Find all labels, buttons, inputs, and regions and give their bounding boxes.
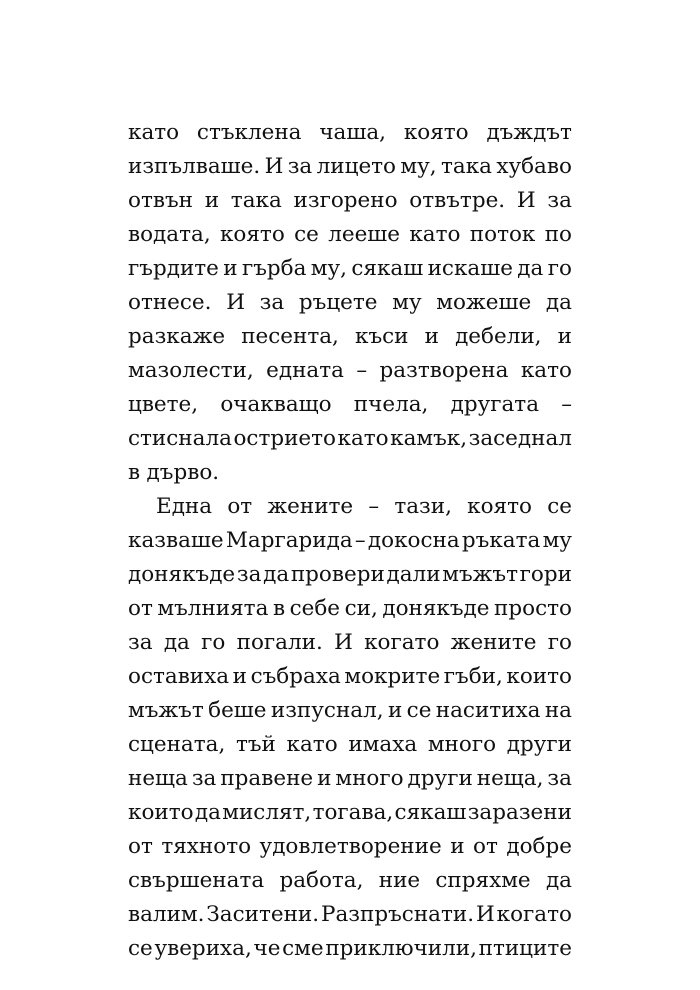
- word: от: [128, 596, 153, 621]
- word: по: [544, 222, 572, 247]
- word: изгорено: [293, 188, 398, 213]
- word: донякъде: [382, 596, 490, 621]
- word: да: [545, 290, 572, 315]
- word: тъй: [235, 732, 276, 757]
- word: очакващо: [220, 392, 332, 417]
- word: ръцете: [298, 290, 378, 315]
- word: удовлетворение: [259, 834, 442, 859]
- word: като: [409, 222, 461, 247]
- word: лееше: [328, 222, 401, 247]
- word: тяхното: [161, 834, 252, 859]
- word: да: [517, 256, 544, 281]
- word: жените: [267, 494, 354, 519]
- word: Заситени.: [206, 902, 320, 927]
- word: се: [294, 222, 319, 247]
- word: поток: [469, 222, 536, 247]
- text-line: [128, 592, 572, 626]
- word: че: [253, 936, 281, 961]
- word: други: [506, 732, 572, 757]
- word: отвън: [128, 188, 193, 213]
- word: наситиха: [435, 698, 541, 723]
- word: неща,: [476, 766, 544, 791]
- word: мислят,: [222, 800, 312, 825]
- word: сцената,: [128, 732, 226, 757]
- word: камък,: [390, 426, 468, 451]
- word: да: [263, 562, 290, 587]
- word: се: [128, 936, 153, 961]
- word: отвътре.: [409, 188, 506, 213]
- text-line: [128, 830, 572, 864]
- word: дърво.: [146, 460, 220, 485]
- word: му: [392, 290, 422, 315]
- word: донякъде: [128, 562, 236, 587]
- word: И: [264, 154, 284, 179]
- word: –: [356, 358, 368, 383]
- word: така: [230, 188, 282, 213]
- word: казваше: [128, 528, 224, 553]
- word: тази,: [394, 494, 452, 519]
- text-line: [128, 864, 572, 898]
- word: която: [467, 494, 532, 519]
- word: му,: [310, 256, 348, 281]
- word: искаше: [427, 256, 513, 281]
- word: сякаш: [394, 800, 467, 825]
- word: И: [226, 290, 245, 315]
- text-line: [128, 694, 572, 728]
- word: и: [317, 766, 332, 791]
- word: И: [475, 902, 495, 927]
- word: ние: [378, 868, 421, 893]
- word: жените: [450, 630, 537, 655]
- text-line: [128, 456, 572, 490]
- word: –: [354, 528, 366, 553]
- word: дебели,: [455, 324, 542, 349]
- word: разтворена: [379, 358, 509, 383]
- word: дъждът: [486, 120, 572, 145]
- word: и: [387, 698, 403, 723]
- word: гърба: [241, 256, 307, 281]
- word: добре: [506, 834, 572, 859]
- word: ръката: [461, 528, 541, 553]
- word: изпълваше.: [128, 154, 261, 179]
- word: себе: [289, 596, 341, 621]
- text-line: [128, 524, 572, 558]
- word: цвете,: [128, 392, 199, 417]
- word: го: [201, 630, 226, 655]
- word: от: [473, 834, 498, 859]
- word: гори: [519, 562, 572, 587]
- text-line: [128, 388, 572, 422]
- word: му,: [400, 154, 437, 179]
- word: да: [194, 800, 221, 825]
- word: за: [236, 562, 262, 587]
- word: когато: [496, 902, 572, 927]
- text-line: [128, 354, 572, 388]
- word: оставиха: [128, 664, 230, 689]
- word: която: [219, 222, 285, 247]
- word: му: [542, 528, 572, 553]
- text-line: [128, 252, 572, 286]
- word: И: [334, 630, 353, 655]
- word: мазолести,: [128, 358, 254, 383]
- word: хубаво: [496, 154, 572, 179]
- word: водата,: [128, 222, 211, 247]
- word: приключили,: [325, 936, 477, 961]
- word: мълнията: [157, 596, 269, 621]
- word: –: [368, 494, 380, 519]
- word: острието: [233, 426, 336, 451]
- word: спряхме: [435, 868, 531, 893]
- word: за: [191, 766, 217, 791]
- word: заседнал: [468, 426, 572, 451]
- word: други: [407, 766, 473, 791]
- word: гърдите: [128, 256, 219, 281]
- word: гъби,: [443, 664, 503, 689]
- word: го: [547, 256, 572, 281]
- word: които: [506, 664, 572, 689]
- word: чаша,: [319, 120, 387, 145]
- word: в: [272, 596, 286, 621]
- word: свършената: [128, 868, 265, 893]
- word: едната: [266, 358, 344, 383]
- word: като: [128, 120, 180, 145]
- text-line: [128, 490, 572, 524]
- word: работа,: [279, 868, 364, 893]
- text-line: [128, 422, 572, 456]
- word: валим.: [128, 902, 205, 927]
- word: и: [223, 256, 238, 281]
- word: която: [403, 120, 469, 145]
- text-line: [128, 762, 572, 796]
- word: стъклена: [196, 120, 302, 145]
- word: за: [547, 188, 572, 213]
- word: много: [335, 766, 404, 791]
- word: увериха,: [154, 936, 252, 961]
- word: и: [232, 664, 247, 689]
- word: мокрите: [344, 664, 441, 689]
- text-line: [128, 320, 572, 354]
- word: се: [406, 698, 432, 723]
- word: да: [545, 868, 572, 893]
- word: за: [259, 290, 285, 315]
- word: изпуснал,: [270, 698, 384, 723]
- word: дали: [386, 562, 441, 587]
- word: правене: [220, 766, 314, 791]
- word: Разпръснати.: [321, 902, 475, 927]
- word: да: [163, 630, 190, 655]
- word: и: [204, 188, 220, 213]
- text-line: [128, 116, 572, 150]
- word: мъжът: [128, 698, 204, 723]
- word: в: [128, 460, 141, 485]
- text-line: [128, 796, 572, 830]
- word: мъжът: [442, 562, 518, 587]
- word: –: [561, 392, 572, 417]
- text-line: [128, 558, 572, 592]
- word: сме: [282, 936, 324, 961]
- word: и: [424, 324, 439, 349]
- word: лицето: [316, 154, 397, 179]
- word: другата: [450, 392, 540, 417]
- word: събраха: [250, 664, 341, 689]
- word: тогава,: [312, 800, 394, 825]
- word: на: [544, 698, 572, 723]
- text-line: [128, 150, 572, 184]
- text-line: [128, 218, 572, 252]
- text-line: [128, 898, 572, 932]
- word: неща: [128, 766, 188, 791]
- word: песента,: [241, 324, 339, 349]
- text-line: [128, 626, 572, 660]
- word: от: [128, 834, 153, 859]
- word: когато: [364, 630, 440, 655]
- word: И: [516, 188, 536, 213]
- text-line: [128, 286, 572, 320]
- word: провери: [290, 562, 385, 587]
- text-line: [128, 184, 572, 218]
- word: като: [520, 358, 572, 383]
- word: погали.: [236, 630, 323, 655]
- word: като: [337, 426, 389, 451]
- body-text: [128, 116, 572, 966]
- word: стиснала: [128, 426, 232, 451]
- text-line: [128, 932, 572, 966]
- word: се: [547, 494, 572, 519]
- word: къси: [355, 324, 409, 349]
- word: така: [440, 154, 492, 179]
- word: го: [547, 630, 572, 655]
- word: Една: [156, 494, 213, 519]
- word: за: [287, 154, 313, 179]
- word: докосна: [367, 528, 460, 553]
- word: разкаже: [128, 324, 226, 349]
- word: които: [128, 800, 194, 825]
- word: като: [286, 732, 338, 757]
- word: отнесе.: [128, 290, 212, 315]
- word: от: [227, 494, 253, 519]
- text-line: [128, 660, 572, 694]
- word: просто: [494, 596, 572, 621]
- word: и: [450, 834, 465, 859]
- word: пчела,: [353, 392, 429, 417]
- word: много: [427, 732, 497, 757]
- word: птиците: [478, 936, 572, 961]
- word: заразени: [467, 800, 572, 825]
- word: можеше: [436, 290, 532, 315]
- word: за: [547, 766, 572, 791]
- word: си,: [344, 596, 378, 621]
- word: и: [557, 324, 572, 349]
- text-line: [128, 728, 572, 762]
- word: сякаш: [351, 256, 424, 281]
- word: имаха: [348, 732, 418, 757]
- word: Маргарида: [225, 528, 353, 553]
- word: за: [128, 630, 153, 655]
- word: беше: [208, 698, 267, 723]
